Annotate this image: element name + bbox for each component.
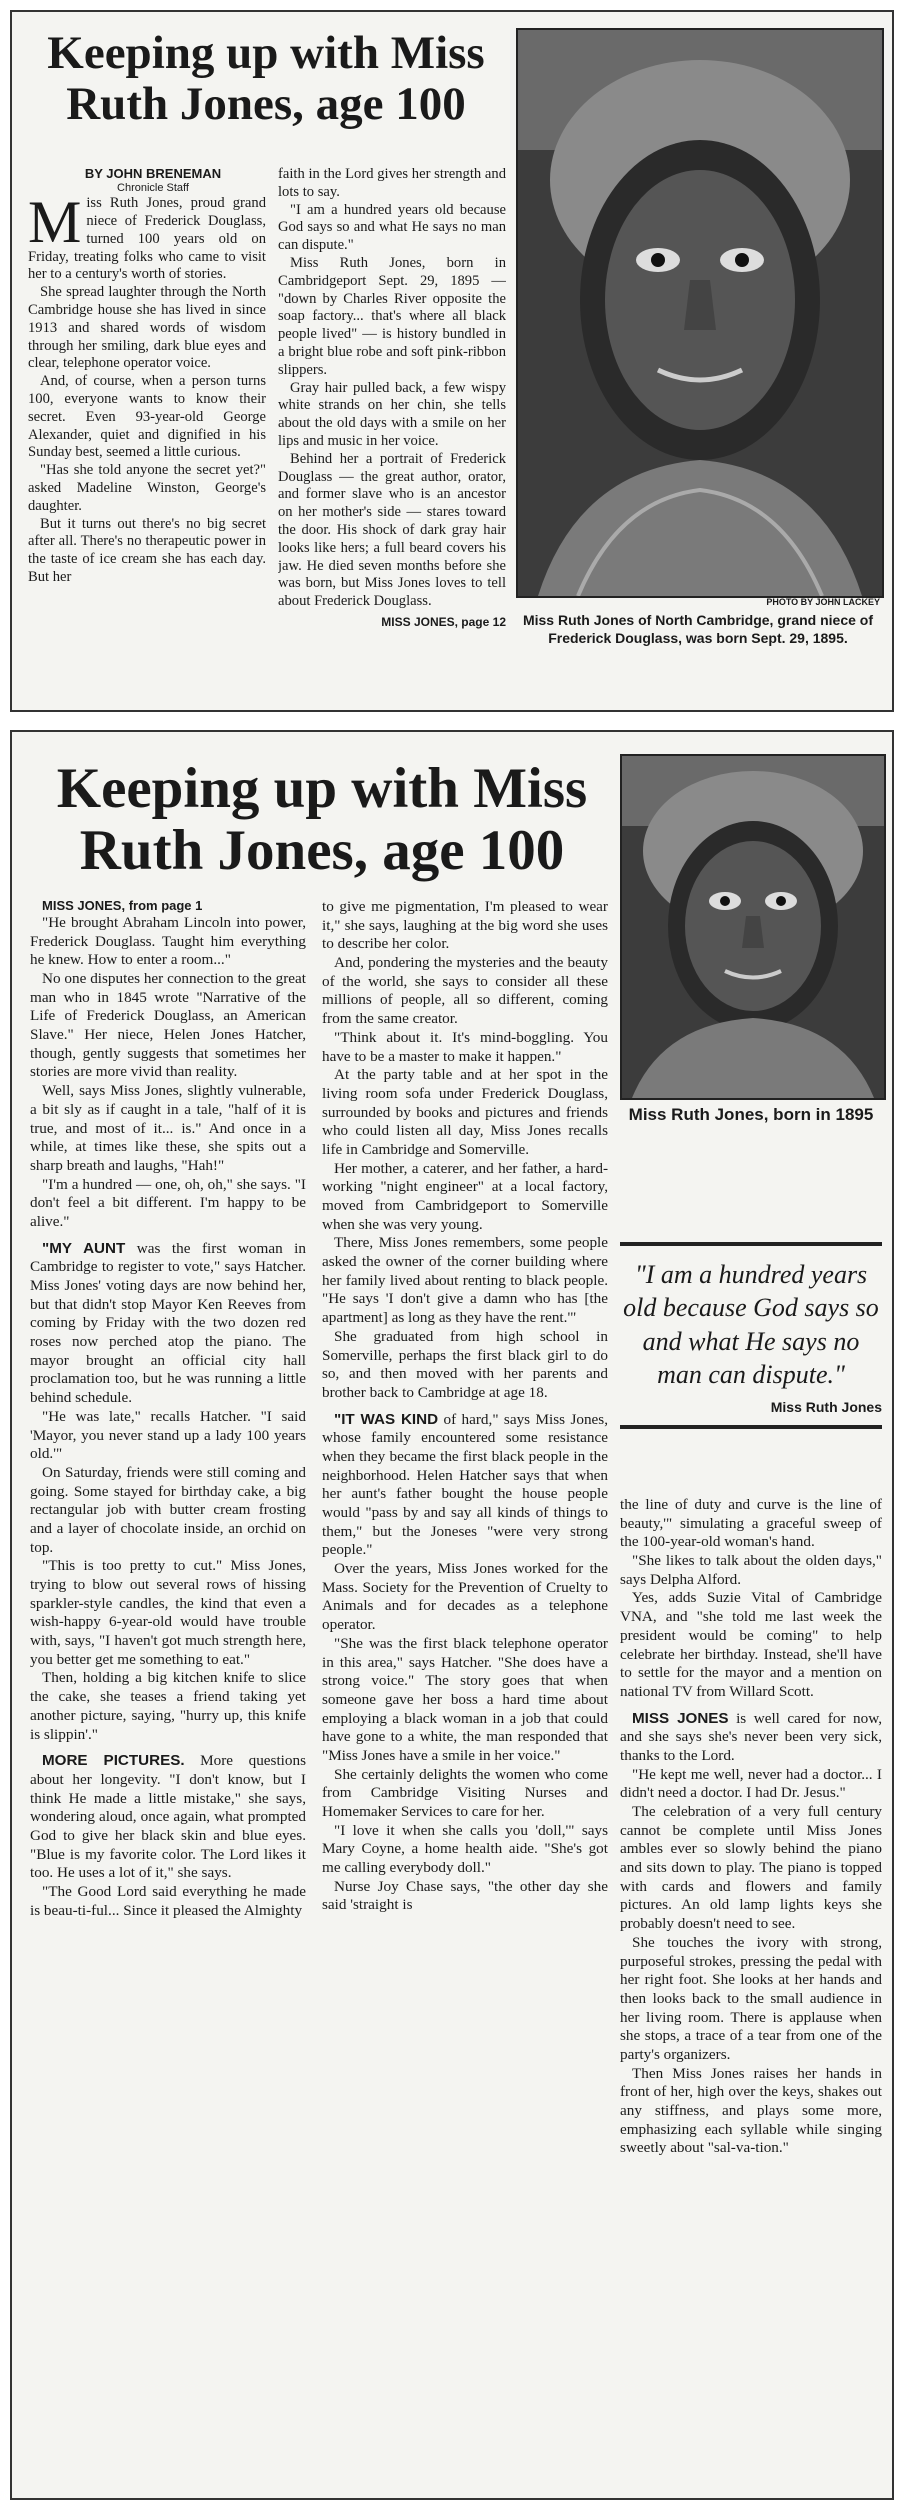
section-lead: "IT WAS KIND — [334, 1410, 439, 1428]
byline: BY JOHN BRENEMAN — [84, 166, 222, 181]
paragraph: "He kept me well, never had a doctor... I didn't need a doctor. I had Dr. Jesus." — [620, 1765, 882, 1802]
paragraph: She touches the ivory with strong, purposeful strokes, pressing the pedal with her right foot. She looks at her hands and then looks back to the small audience in her living room. There is applause when she stops, a trace of a tear from one of the party's organizers. — [620, 1933, 882, 2063]
headline: Keeping up with Miss Ruth Jones, age 100 — [56, 757, 588, 882]
paragraph: But it turns out there's no big secret after all. There's no therapeutic power in the taste of ice cream she has each day. But her — [28, 515, 266, 585]
paragraph: "I love it when she calls you 'doll,'" says Mary Coyne, a home health aide. "She's got me calling everybody doll." — [322, 1821, 608, 1877]
paragraph: She spread laughter through the North Cambridge house she has lived in since 1913 and shared words of wisdom through her smiling, dark blue eyes and clear, telephone operator voice. — [28, 284, 266, 372]
paragraph: "She was the first black telephone operator in this area," says Hatcher. "She does have a strong voice." The story goes that when someone gave her boss a hard time about employing a black woman in a job that could have gone to a white, the man responded that "Miss Jones have a smile in her voice." — [322, 1634, 608, 1764]
article-column-2 — [278, 166, 506, 706]
photo-caption: Miss Ruth Jones, born in 1895 — [628, 1105, 874, 1124]
paragraph: The celebration of a very full century cannot be complete until Miss Jones ambles ever so slowly behind the piano and sits down to play. The piano is topped with cards and flowers and family pictures. An old lamp lights keys she probably doesn't need to see. — [620, 1803, 882, 1933]
paragraph: "He brought Abraham Lincoln into power, Frederick Douglass. Taught him everything he knew. How to enter a room..." — [30, 913, 306, 969]
drop-cap: M — [28, 189, 82, 256]
paragraph: MORE PICTURES. More questions about her longevity. "I don't know, but I think He made a little mistake," she says, wondering aloud, once again, what prompted God to give her black skin and blue eyes. "Blue is my favorite color. The Lord likes it too. He uses a lot of it," she says. — [30, 1752, 306, 1882]
paragraph: "MY AUNT was the first woman in Cambridge to register to vote," says Hatcher. Miss Jones' voting days are now behind her, but that didn't stop Mayor Ken Reeves from coming by Friday with the two dozen red roses now perched atop the piano. The mayor brought an official city hall proclamation too, but he was running a little behind schedule. — [30, 1239, 306, 1407]
paragraph: "The Good Lord said everything he made is beau-ti-ful... Since it pleased the Almighty — [30, 1883, 306, 1919]
jump-line: MISS JONES, page 12 — [381, 614, 506, 629]
paragraph: Nurse Joy Chase says, "the other day she said 'straight is — [322, 1877, 608, 1914]
paragraph: And, pondering the mysteries and the beauty of the world, she says to consider all these millions of people, all so different, coming from the same creator. — [322, 954, 608, 1028]
paragraph: "I am a hundred years old because God says so and what He says no man can dispute." — [278, 201, 506, 254]
paragraph: faith in the Lord gives her strength and lots to say. — [278, 166, 506, 200]
section-lead: MISS JONES — [632, 1709, 729, 1727]
paragraph: She certainly delights the women who come from Cambridge Visiting Nurses and Homemaker Services to care for her. — [322, 1765, 608, 1820]
portrait-photo — [516, 28, 884, 598]
paragraph: Then Miss Jones raises her hands in front of her, high over the keys, shakes out any stiffness, and plays some more, emphasizing each syllable while singing sweetly about "sal-va-tion." — [620, 2064, 882, 2157]
paragraph: At the party table and at her spot in the living room sofa under Frederick Douglass, surrounded by books and pictures and friends who could listen all day, Miss Jones recalls life in Cambridge and Somerville. — [322, 1066, 608, 1158]
paragraph: On Saturday, friends were still coming and going. Some stayed for birthday cake, a big rectangular job with butter cream frosting and a layer of chocolate inside, an orchid on top. — [30, 1463, 306, 1556]
paragraph: Yes, adds Suzie Vital of Cambridge VNA, and "she told me last week the president would be coming" to help celebrate her birthday. Instead, she'll have to settle for the mayor and a mention on national TV from Willard Scott. — [620, 1589, 882, 1700]
photo-caption: Miss Ruth Jones of North Cambridge, grand niece of Frederick Douglass, was born Sept. 29, 1895. — [522, 612, 874, 646]
portrait-photo — [620, 754, 886, 1100]
photo-credit: PHOTO BY JOHN LACKEY — [766, 597, 880, 607]
clipping-continuation — [10, 730, 894, 2500]
paragraph: "He was late," recalls Hatcher. "I said 'Mayor, you never stand up a lady 100 years old.'" — [30, 1407, 306, 1463]
paragraph: Her mother, a caterer, and her father, a hard-working "night engineer" at a local factory, moved from Cambridgeport to Somerville when she was very young. — [322, 1159, 608, 1233]
portrait-image — [518, 30, 882, 596]
paragraph: "IT WAS KIND of hard," says Miss Jones, whose family encountered some resistance when they became the first black people in the neighborhood. Helen Hatcher says that when her aunt's father bought the house people would "pass by and say all kinds of things to them," but the Joneses "were very strong people." — [322, 1410, 608, 1559]
byline-affiliation: Chronicle Staff — [117, 181, 189, 194]
paragraph: Miss Ruth Jones, proud grand niece of Frederick Douglass, turned 100 years old on Friday, treating folks who came to visit her to a century's worth of stories. — [28, 189, 266, 283]
pull-quote-text: "I am a hundred years old because God says so and what He says no man can dispute." — [623, 1260, 879, 1389]
paragraph: MISS JONES is well cared for now, and she says she's never been very sick, thanks to the Lord. — [620, 1709, 882, 1764]
paragraph: Over the years, Miss Jones worked for the Mass. Society for the Prevention of Cruelty to Animals and for decades as a telephone operator. — [322, 1560, 608, 1634]
paragraph: No one disputes her connection to the great man who in 1845 wrote "Narrative of the Life of Frederick Douglass, an American Slave." Her niece, Helen Jones Hatcher, though, gently suggests that sometimes her stories are more vivid than reality. — [30, 970, 306, 1081]
paragraph: Behind her a portrait of Frederick Douglass — the great author, orator, and former slave who is an ancestor on her mother's side — stares toward the door. His shock of dark gray hair looks like hers; a full beard covers his jaw. He died seven months before she was born, but Miss Jones loves to tell about Frederick Douglass. — [278, 450, 506, 610]
headline: Keeping up with Miss Ruth Jones, age 100 — [47, 27, 485, 130]
paragraph: There, Miss Jones remembers, some people asked the owner of the corner building where her family lived about renting to black people. "He says 'I don't give a damn who has [the apartment] as long as they have the rent.'" — [322, 1234, 608, 1327]
pull-quote — [620, 1242, 882, 1429]
article-column-3 — [620, 1496, 882, 2494]
article-column-2 — [322, 898, 608, 2494]
paragraph: Miss Ruth Jones, born in Cambridgeport Sept. 29, 1895 — "down by Charles River opposite the soap factory... that's where all black people lived" — is history bundled in a bright blue robe and soft pink-ribbon slippers. — [278, 254, 506, 378]
portrait-image — [622, 756, 884, 1098]
paragraph: to give me pigmentation, I'm pleased to wear it," she says, laughing at the big word she uses to describe her color. — [322, 898, 608, 953]
paragraph: She graduated from high school in Somerville, perhaps the first black girl to do so, and then moved with her parents and brother back to Cambridge at age 18. — [322, 1327, 608, 1401]
paragraph: "Has she told anyone the secret yet?" asked Madeline Winston, George's daughter. — [28, 462, 266, 514]
pull-quote-attribution: Miss Ruth Jones — [770, 1399, 882, 1416]
paragraph: Then, holding a big kitchen knife to slice the cake, she teases a friend taking yet another picture, saying, "hurry up, this knife is slippin'." — [30, 1669, 306, 1743]
article-column-1 — [28, 166, 266, 706]
paragraph: Gray hair pulled back, a few wispy white strands on her chin, she tells about the old days with a smile on her lips and music in her voice. — [278, 379, 506, 449]
paragraph: "This is too pretty to cut." Miss Jones, trying to blow out several rows of hissing sparkler-style candles, the kind that even a wish-happy 6-year-old would have trouble with, says, "I haven't got much strength here, you better get me something to eat." — [30, 1557, 306, 1668]
paragraph: the line of duty and curve is the line of beauty,'" simulating a graceful sweep of the 100-year-old woman's hand. — [620, 1496, 882, 1551]
continued-from-line: MISS JONES, from page 1 — [42, 898, 203, 913]
paragraph: "Think about it. It's mind-boggling. You have to be a master to make it happen." — [322, 1028, 608, 1065]
paragraph: "She likes to talk about the olden days," says Delpha Alford. — [620, 1552, 882, 1588]
section-lead: "MY AUNT — [42, 1239, 126, 1257]
paragraph: "I'm a hundred — one, oh, oh," she says. "I don't feel a bit different. I'm happy to be alive." — [30, 1175, 306, 1230]
paragraph: And, of course, when a person turns 100, everyone wants to know their secret. Even 93-year-old George Alexander, quiet and dignified in his Sunday best, seemed a little curious. — [28, 373, 266, 461]
paragraph: Well, says Miss Jones, slightly vulnerable, a bit sly as if caught in a tale, "half of it is true, and most of it... is." And once in a while, at times like these, she spits out a sharp breath and laughs, "Hah!" — [30, 1082, 306, 1174]
section-lead: MORE PICTURES. — [42, 1752, 185, 1770]
article-column-1 — [30, 898, 306, 2494]
clipping-front-page — [10, 10, 894, 712]
